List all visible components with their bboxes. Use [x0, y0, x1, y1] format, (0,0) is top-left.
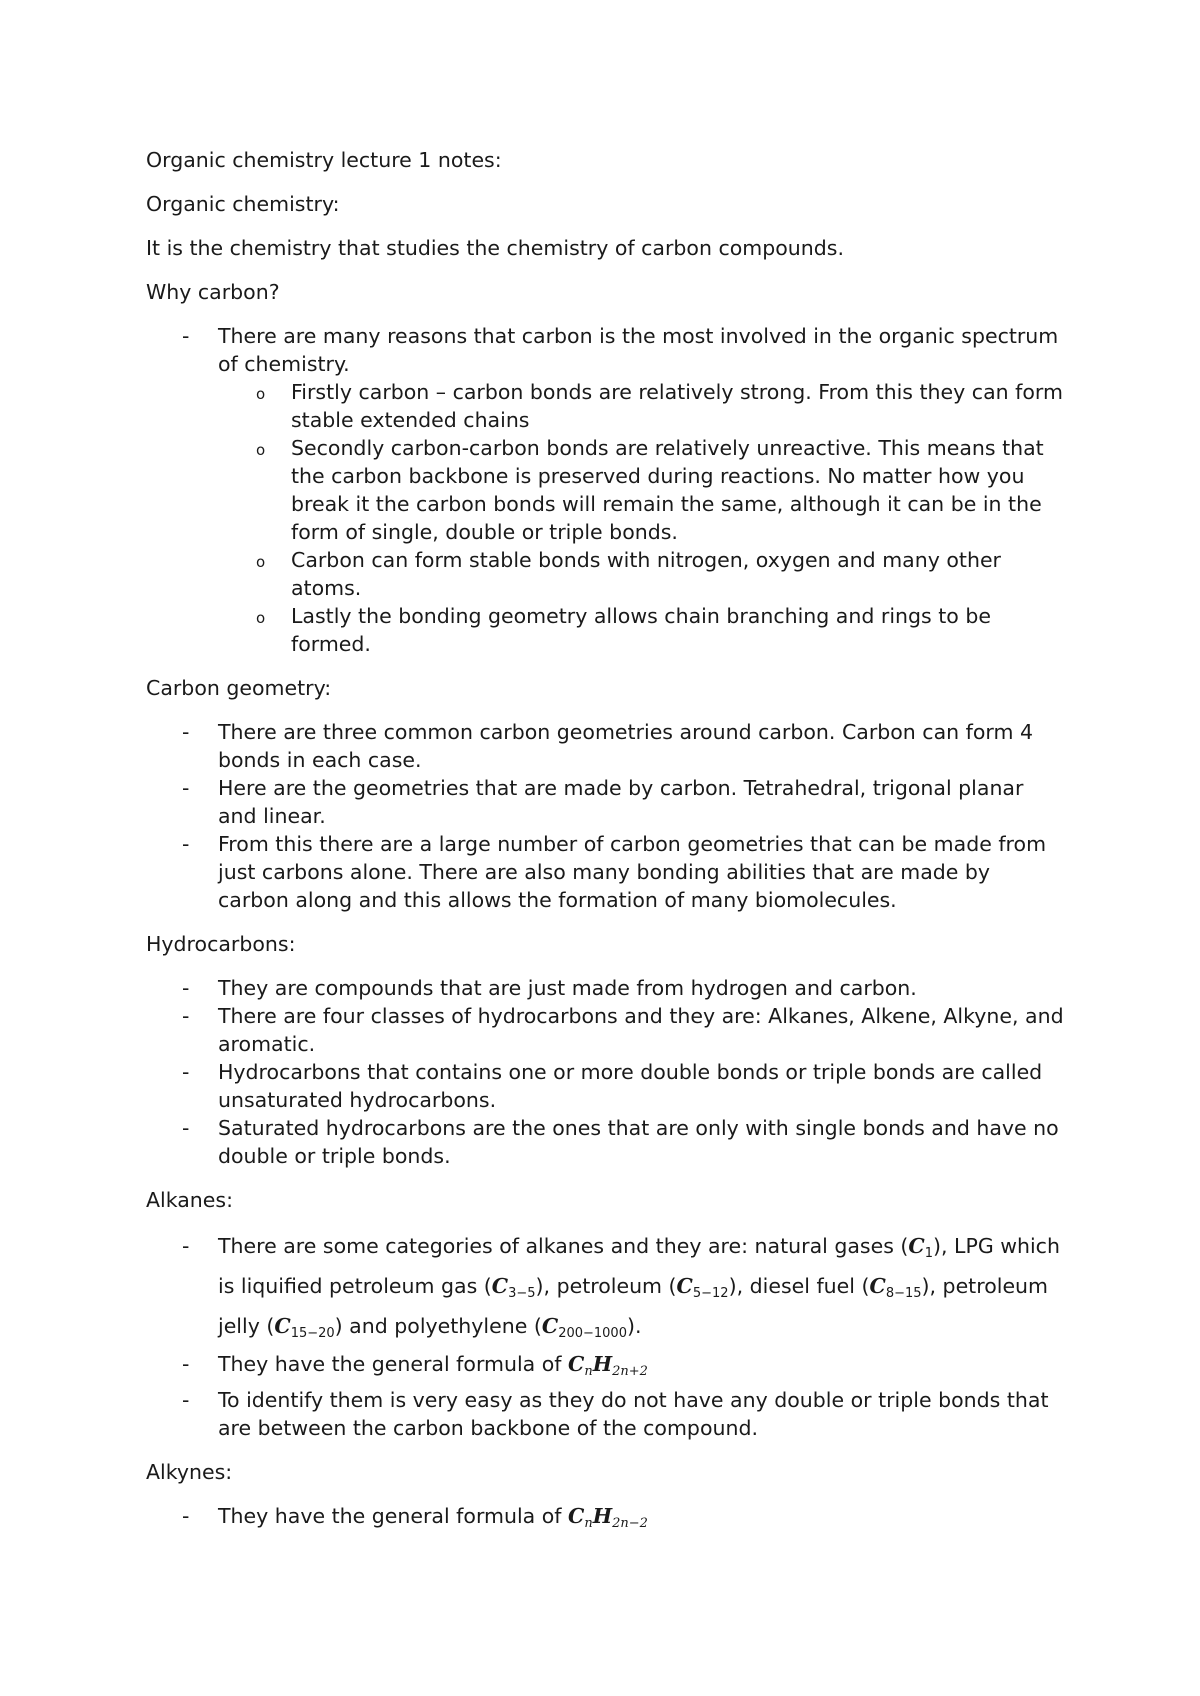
hydrocarbon-text: Hydrocarbons that contains one or more double bonds or triple bonds are called unsaturated hydrocarbons.: [218, 1060, 1043, 1112]
dash-bullet: -: [182, 324, 190, 348]
alkyne-formula: [218, 1502, 1066, 1538]
list-item: [146, 1058, 1066, 1114]
dash-bullet: -: [182, 1388, 190, 1412]
why-carbon-list: [146, 322, 1066, 658]
list-item: [146, 322, 1066, 658]
carbon-symbol: C: [908, 1234, 925, 1258]
sub-list-item: [146, 434, 1066, 546]
reason-text: Carbon can form stable bonds with nitrogen, oxygen and many other atoms.: [291, 548, 1001, 600]
subscript: 3−5: [508, 1286, 536, 1301]
dash-bullet: -: [182, 976, 190, 1000]
subscript: 2n−2: [612, 1516, 648, 1531]
text-run: ), petroleum jelly (: [218, 1274, 1049, 1338]
subscript: 2n+2: [612, 1364, 648, 1379]
heading-hydrocarbons: Hydrocarbons:: [146, 932, 296, 956]
sub-list-item: [146, 546, 1066, 602]
definition-text: It is the chemistry that studies the chemistry of carbon compounds.: [146, 236, 844, 260]
text-run: ).: [626, 1314, 642, 1338]
dash-bullet: -: [182, 832, 190, 856]
geometry-text: Here are the geometries that are made by carbon. Tetrahedral, trigonal planar and linear.: [218, 776, 1024, 828]
dash-bullet: -: [182, 1060, 190, 1084]
list-item: [146, 1114, 1066, 1170]
carbon-symbol: C: [568, 1352, 585, 1376]
heading-alkynes: Alkynes:: [146, 1460, 233, 1484]
circle-bullet: o: [256, 441, 266, 459]
text-run: ) and polyethylene (: [334, 1314, 542, 1338]
subscript: n: [584, 1364, 593, 1379]
list-item: [146, 1386, 1066, 1442]
hydrogen-symbol: H: [592, 1504, 613, 1528]
hydrogen-symbol: H: [592, 1352, 613, 1376]
subscript: 5−12: [692, 1286, 729, 1301]
alkane-identify-text: To identify them is very easy as they do not have any double or triple bonds that are between the carbon backbone of the compound.: [218, 1388, 1049, 1440]
dash-bullet: -: [182, 1504, 190, 1528]
dash-bullet: -: [182, 1352, 190, 1376]
list-item: [146, 1230, 1066, 1350]
circle-bullet: o: [256, 609, 266, 627]
reason-text: Firstly carbon – carbon bonds are relatively strong. From this they can form stable extended chains: [291, 380, 1063, 432]
subscript: 1: [924, 1246, 934, 1261]
carbon-symbol: C: [676, 1274, 693, 1298]
list-item: [146, 974, 1066, 1002]
list-item: [146, 830, 1066, 914]
sub-list-item: [146, 602, 1066, 658]
sub-list-item: [146, 378, 1066, 434]
text-run: ), petroleum (: [535, 1274, 677, 1298]
alkane-categories-text: [218, 1230, 1066, 1350]
subscript: 8−15: [885, 1286, 922, 1301]
why-reasons-list: [218, 378, 1066, 658]
heading-why-carbon: Why carbon?: [146, 280, 280, 304]
subscript: 15−20: [290, 1326, 335, 1341]
document-title: Organic chemistry lecture 1 notes:: [146, 148, 502, 172]
list-item: [146, 1502, 1066, 1538]
list-item: [146, 718, 1066, 774]
dash-bullet: -: [182, 1116, 190, 1140]
geometry-text: From this there are a large number of carbon geometries that can be made from just carbons alone. There are also many bonding abilities that are made by carbon along and this allows the formation of many biomolecules.: [218, 832, 1047, 912]
text-run: ), diesel fuel (: [728, 1274, 870, 1298]
hydrocarbon-text: There are four classes of hydrocarbons and they are: Alkanes, Alkene, Alkyne, and aromatic.: [218, 1004, 1064, 1056]
carbon-symbol: C: [541, 1314, 559, 1338]
list-item: [146, 1002, 1066, 1058]
heading-organic-chemistry: Organic chemistry:: [146, 192, 340, 216]
heading-alkanes: Alkanes:: [146, 1188, 233, 1212]
circle-bullet: o: [256, 385, 266, 403]
document-body: [146, 146, 1066, 1554]
hydrocarbon-text: Saturated hydrocarbons are the ones that are only with single bonds and have no double or triple bonds.: [218, 1116, 1059, 1168]
alkane-formula: [218, 1350, 1066, 1386]
dash-bullet: -: [182, 776, 190, 800]
why-intro-text: There are many reasons that carbon is the most involved in the organic spectrum of chemistry.: [218, 324, 1059, 376]
subscript: 200−1000: [558, 1326, 627, 1341]
subscript: n: [584, 1516, 593, 1531]
heading-carbon-geometry: Carbon geometry:: [146, 676, 332, 700]
carbon-symbol: C: [568, 1504, 585, 1528]
circle-bullet: o: [256, 553, 266, 571]
geometry-list: [146, 718, 1066, 914]
hydrocarbon-text: They are compounds that are just made from hydrogen and carbon.: [218, 976, 917, 1000]
text-run: They have the general formula of: [218, 1352, 569, 1376]
text-run: ), LPG which is liquified petroleum gas (: [218, 1234, 1060, 1298]
dash-bullet: -: [182, 1234, 190, 1258]
carbon-symbol: C: [274, 1314, 291, 1338]
hydrocarbons-list: [146, 974, 1066, 1170]
text-run: They have the general formula of: [218, 1504, 569, 1528]
dash-bullet: -: [182, 1004, 190, 1028]
list-item: [146, 774, 1066, 830]
alkanes-list: [146, 1230, 1066, 1442]
alkynes-list: [146, 1502, 1066, 1538]
carbon-symbol: C: [869, 1274, 886, 1298]
list-item: [146, 1350, 1066, 1386]
dash-bullet: -: [182, 720, 190, 744]
carbon-symbol: C: [491, 1274, 509, 1298]
text-run: There are some categories of alkanes and they are: natural gases (: [218, 1234, 909, 1258]
reason-text: Secondly carbon-carbon bonds are relatively unreactive. This means that the carbon backbone is preserved during reactions. No matter how you break it the carbon bonds will remain the same, although it can be in the form of single, double or triple bonds.: [291, 436, 1044, 544]
geometry-text: There are three common carbon geometries around carbon. Carbon can form 4 bonds in each case.: [218, 720, 1034, 772]
reason-text: Lastly the bonding geometry allows chain branching and rings to be formed.: [291, 604, 991, 656]
